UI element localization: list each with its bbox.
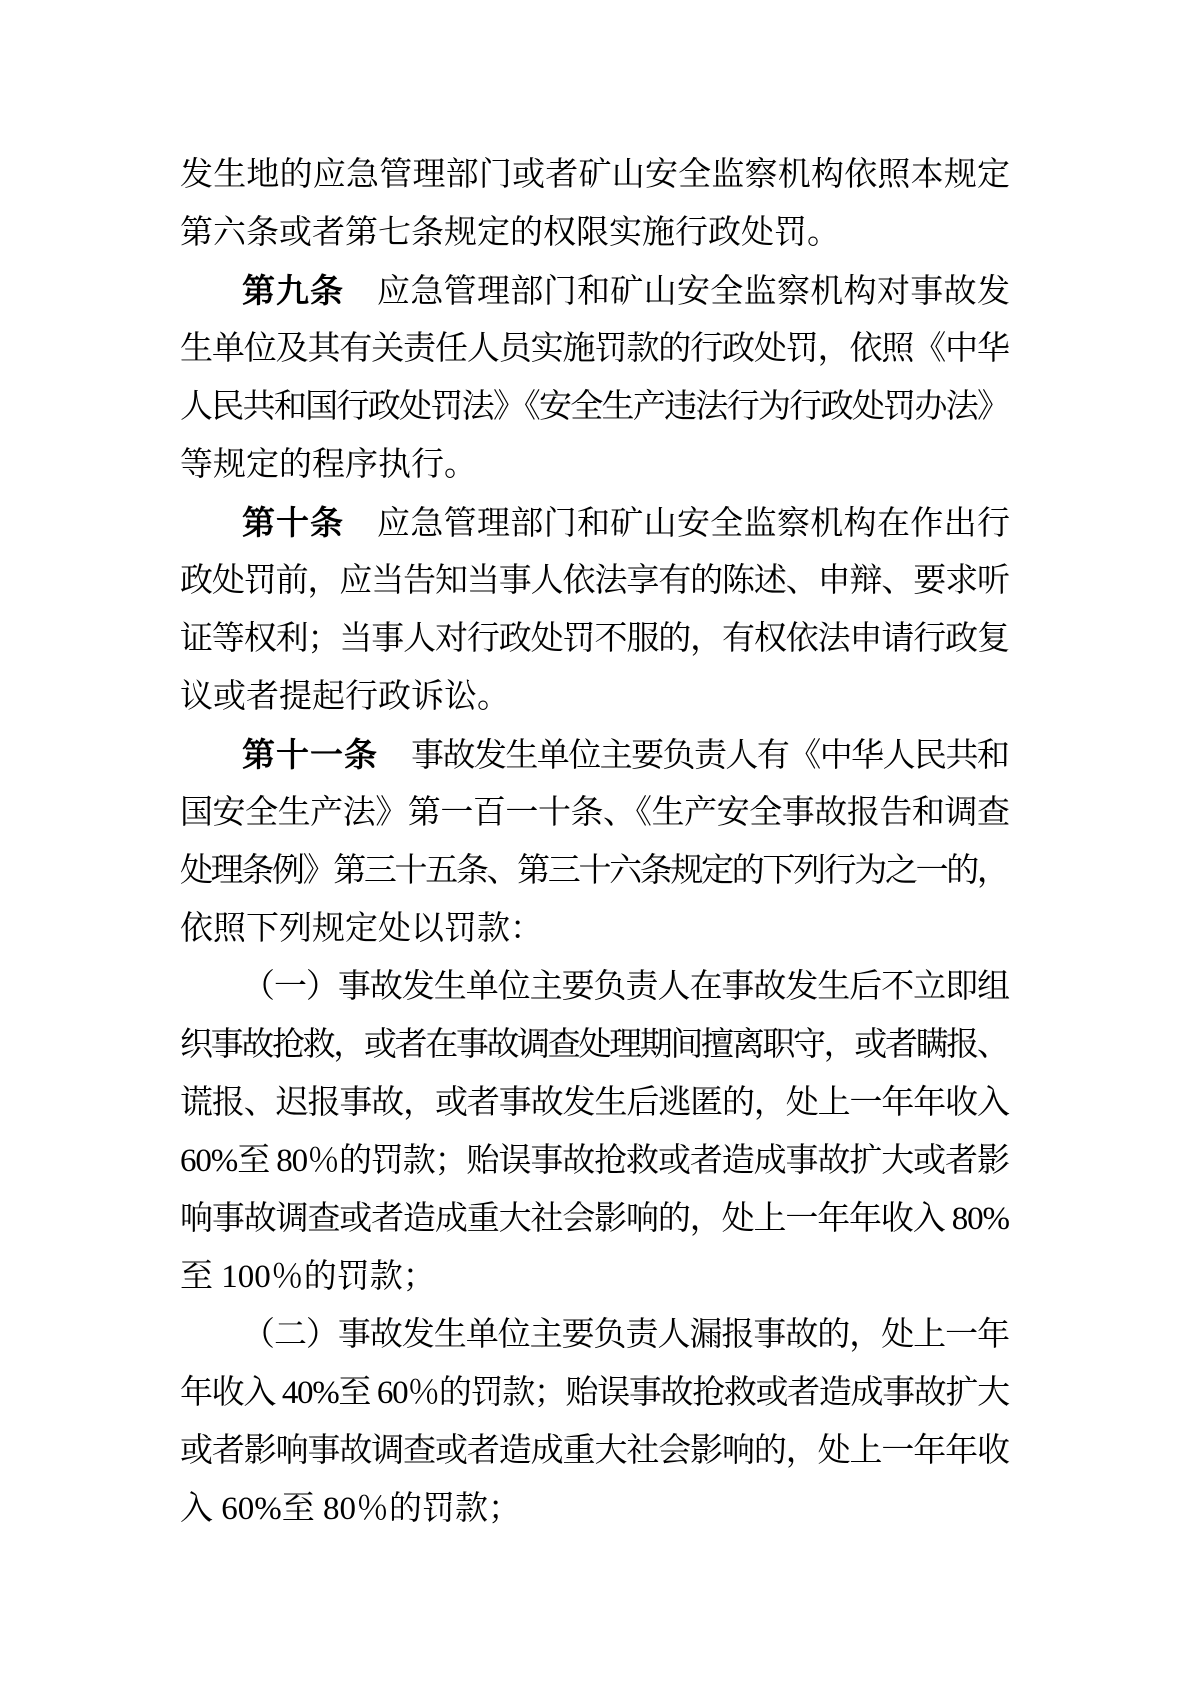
document-line: [180, 320, 1010, 378]
document-line: [180, 1074, 1010, 1132]
line-text: 至 100％的罚款；: [180, 1259, 436, 1295]
document-line: [180, 784, 1010, 842]
line-text: 入 60%至 80％的罚款；: [180, 1491, 521, 1527]
document-line: [180, 436, 1010, 494]
document-line: [180, 900, 1010, 958]
document-line: [180, 1306, 1010, 1364]
document-line: [180, 1190, 1010, 1248]
article-paragraph-line: [180, 262, 1010, 320]
document-line: [180, 1480, 1010, 1538]
line-text: 议或者提起行政诉讼。: [180, 679, 510, 715]
line-text: 政处罚前，应当告知当事人依法享有的陈述、申辩、要求听: [180, 563, 1009, 599]
line-text: 人民共和国行政处罚法》《安全生产违法行为行政处罚办法》: [180, 389, 1009, 425]
document-line: [180, 1364, 1010, 1422]
document-body: [180, 146, 1010, 1538]
document-line: [180, 842, 1010, 900]
document-line: [180, 378, 1010, 436]
line-text: 响事故调查或者造成重大社会影响的，处上一年年收入 80%: [180, 1201, 1009, 1237]
line-text: 谎报、迟报事故，或者事故发生后逃匿的，处上一年年收入: [180, 1085, 1009, 1121]
document-line: [180, 1016, 1010, 1074]
line-text: 证等权利；当事人对行政处罚不服的，有权依法申请行政复: [180, 621, 1009, 657]
line-text: 国安全生产法》第一百一十条、《生产安全事故报告和调查: [180, 795, 1010, 831]
article-number: 第十条: [242, 504, 344, 541]
article-paragraph-line: [180, 494, 1010, 552]
document-line: [180, 552, 1010, 610]
line-text: 等规定的程序执行。: [180, 447, 477, 483]
line-text: 生单位及其有关责任人员实施罚款的行政处罚，依照《中华: [180, 331, 1009, 367]
article-number: 第九条: [242, 272, 344, 309]
line-text: 事故发生单位主要负责人有《中华人民共和: [411, 738, 1009, 774]
document-line: [180, 668, 1010, 726]
line-text: 年收入 40%至 60％的罚款；贻误事故抢救或者造成事故扩大: [180, 1375, 1009, 1411]
document-line: [180, 1132, 1010, 1190]
article-number: 第十一条: [242, 736, 378, 773]
line-text: （一）事故发生单位主要负责人在事故发生后不立即组: [242, 969, 1010, 1005]
line-text: 处理条例》第三十五条、第三十六条规定的下列行为之一的，: [180, 853, 1008, 889]
line-text: 应急管理部门和矿山安全监察机构在作出行: [377, 506, 1011, 542]
document-line: [180, 1248, 1010, 1306]
line-text: 应急管理部门和矿山安全监察机构对事故发: [377, 274, 1011, 310]
line-text: 织事故抢救，或者在事故调查处理期间擅离职守，或者瞒报、: [180, 1027, 1008, 1063]
line-text: 依照下列规定处以罚款：: [180, 911, 543, 947]
line-text: 或者影响事故调查或者造成重大社会影响的，处上一年年收: [180, 1433, 1009, 1469]
line-text: （二）事故发生单位主要负责人漏报事故的，处上一年: [242, 1317, 1010, 1353]
line-text: 第六条或者第七条规定的权限实施行政处罚。: [180, 215, 840, 251]
document-line: [180, 958, 1010, 1016]
document-line: [180, 146, 1010, 204]
document-line: [180, 610, 1010, 668]
document-line: [180, 204, 1010, 262]
line-text: 发生地的应急管理部门或者矿山安全监察机构依照本规定: [180, 157, 1011, 193]
document-line: [180, 1422, 1010, 1480]
line-text: 60%至 80％的罚款；贻误事故抢救或者造成事故扩大或者影: [180, 1143, 1009, 1179]
article-paragraph-line: [180, 726, 1010, 784]
